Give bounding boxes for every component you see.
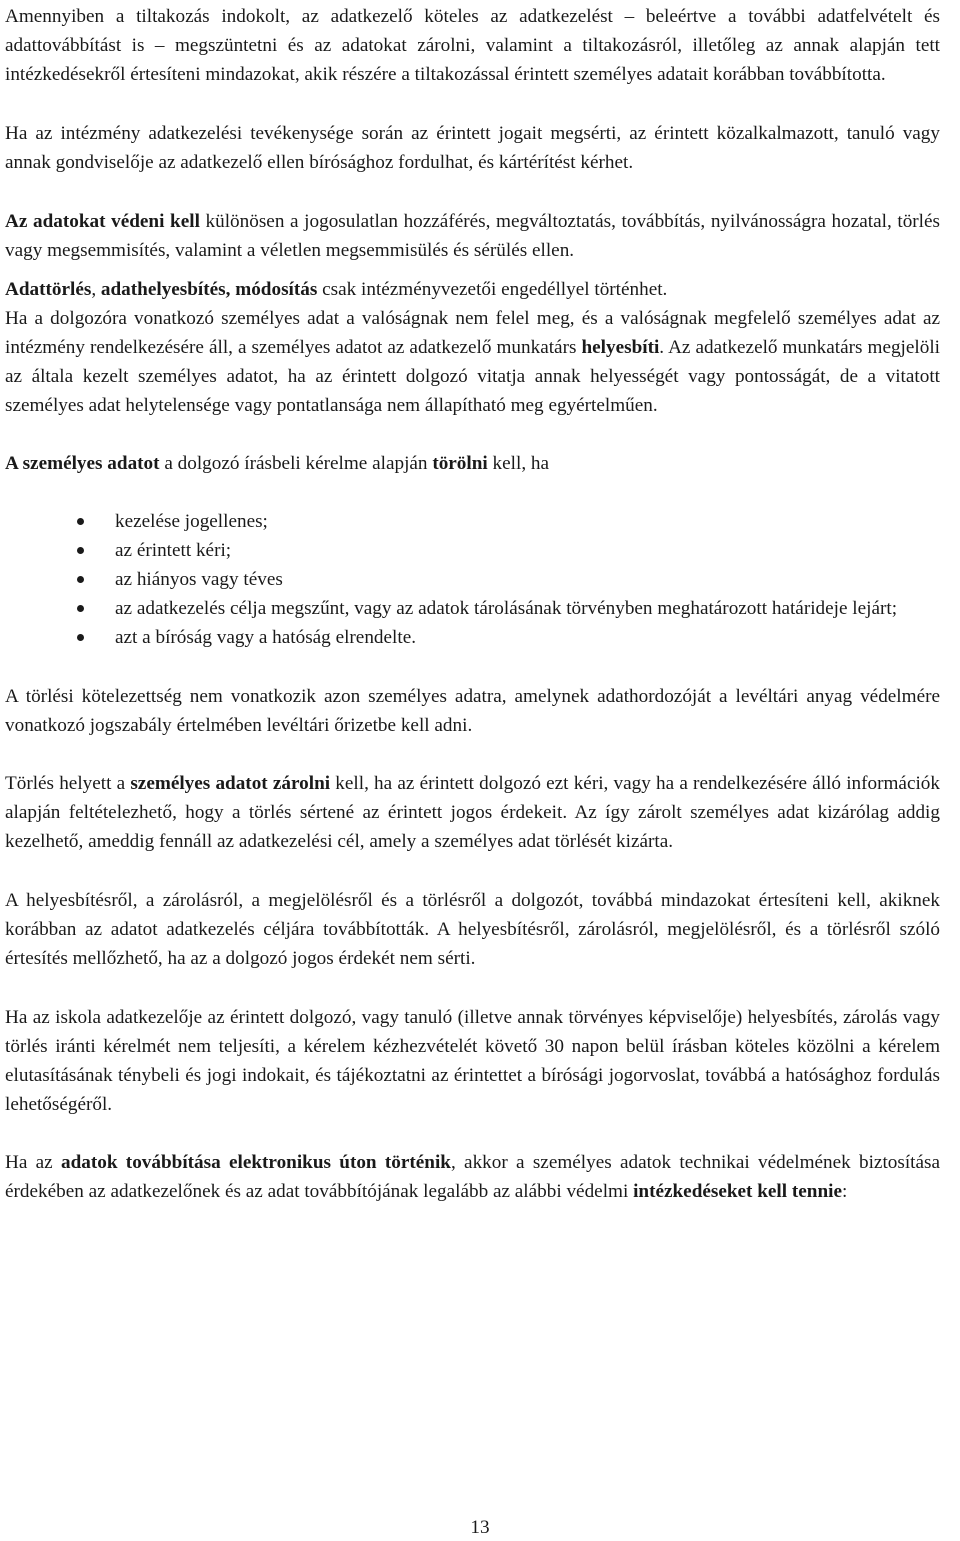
paragraph-tiltakozas: Amennyiben a tiltakozás indokolt, az adatkezelő köteles az adatkezelést – beleértve a további adatfelvételt és adattovábbítást is – megszüntetni és az adatokat zárolni, valamint a tiltakozásról, illetőleg az annak alapján tett intézkedésekről értesíteni mindazokat, akik részére a tiltakozással érintett személyes adatait korábban továbbította. <box>5 6 940 85</box>
paragraph-jogsertes: Ha az intézmény adatkezelési tevékenysége során az érintett jogait megsérti, az érintett közalkalmazott, tanuló vagy annak gondviselője az adatkezelő ellen bírósághoz fordulhat, és kártérítést kérhet. <box>5 123 940 173</box>
paragraph-torles-feltetel <box>5 449 940 478</box>
list-item <box>5 594 940 623</box>
bullet-icon <box>77 518 84 525</box>
list-item <box>5 507 940 536</box>
paragraph-kerelem-elutasitas: Ha az iskola adatkezelője az érintett dolgozó, vagy tanuló (illetve annak törvényes képviselője) helyesbítés, zárolás vagy törlés iránti kérelmét nem teljesíti, a kérelem kézhezvételét követő 30 napon belül írásban köteles közölni a kérelem elutasításának ténybeli és jogi indokait, és tájékoztatni az érintettet a bírósági jogorvoslat, továbbá a hatósághoz fordulás lehetőségéről. <box>5 1007 940 1115</box>
list-item-text: kezelése jogellenes; <box>115 511 268 532</box>
text-span: csak intézményvezetői engedéllyel történhet. <box>317 279 668 300</box>
paragraph-ertesites: A helyesbítésről, a zárolásról, a megjelölésről és a törlésről a dolgozót, továbbá mindazokat értesíteni kell, akiknek korábban az adatot adatkezelés céljára továbbították. A helyesbítésről, zárolásról, megjelölésről, és a törlésről szóló értesítés mellőzhető, ha az a dolgozó jogos érdekét nem sérti. <box>5 890 940 969</box>
page-number: 13 <box>470 1517 490 1538</box>
text-span: kell, ha az érintett dolgozó ezt kéri, vagy ha a rendelkezésére álló információk alapján feltételezhető, hogy a törlés sértené az érintett jogos érdekeit. Az így zárolt személyes adat kizárólag addig kezelhető, ameddig fennáll az adatkezelési cél, amely a személyes adat törlését kizárta. <box>5 773 940 852</box>
text-span: kell, ha <box>487 453 550 474</box>
list-item <box>5 536 940 565</box>
bold-text: személyes adatot zárolni <box>130 773 331 794</box>
bold-text: helyesbíti <box>581 337 660 358</box>
list-item-text: az érintett kéri; <box>115 540 232 561</box>
text-span: , akkor a személyes adatok technikai védelmének biztosítása érdekében az adatkezelőnek és az adat továbbítójának legalább az alábbi védelmi <box>5 1152 941 1202</box>
bold-text: adatok továbbítása elektronikus úton történik <box>61 1152 451 1173</box>
paragraph-adatvedelem <box>5 207 940 265</box>
text-span: a dolgozó írásbeli kérelme alapján <box>159 453 433 474</box>
bold-text: Adattörlés <box>5 279 92 300</box>
list-item <box>5 623 940 652</box>
paragraph-elektronikus-tovabbitas <box>5 1148 940 1206</box>
list-item-text: az adatkezelés célja megszűnt, vagy az adatok tárolásának törvényben meghatározott határideje lejárt; <box>115 598 898 619</box>
text-span: : <box>841 1181 848 1202</box>
text-span: Ha az <box>5 1152 61 1173</box>
bullet-icon <box>77 576 84 583</box>
text-span: Törlés helyett a <box>5 773 131 794</box>
text-span: Ha a dolgozóra vonatkozó személyes adat a valóságnak nem felel meg, és a valóságnak megfelelő személyes adat az intézmény rendelkezésére áll, a személyes adatot az adatkezelő munkatárs <box>5 308 940 358</box>
paragraph-adattorles <box>5 275 940 304</box>
text-span: , <box>91 279 101 300</box>
bold-text: adathelyesbítés, módosítás <box>100 279 318 300</box>
paragraph-torlesi-kotelezettseg: A törlési kötelezettség nem vonatkozik azon személyes adatra, amelynek adathordozóját a levéltári anyag védelmére vonatkozó jogszabály értelmében levéltári őrizetbe kell adni. <box>5 686 940 736</box>
list-item <box>5 565 940 594</box>
bullet-icon <box>77 547 84 554</box>
document-page <box>5 0 940 1206</box>
text-span: különösen a jogosulatlan hozzáférés, megváltoztatás, továbbítás, nyilvánosságra hozatal, törlés vagy megsemmisítés, valamint a véletlen megsemmisülés és sérülés ellen. <box>5 211 940 261</box>
bold-text: Az adatokat védeni kell <box>5 211 200 232</box>
list-item-text: az hiányos vagy téves <box>115 569 283 590</box>
text-span: . Az adatkezelő munkatárs megjelöli az általa kezelt személyes adatot, ha az érintett dolgozó vitatja annak helyességét vagy pontosságát, de a vitatott személyes adat helytelensége vagy pontatlansága nem állapítható meg egyértelműen. <box>5 337 940 416</box>
bold-text: intézkedéseket kell tennie <box>633 1181 842 1202</box>
paragraph-helyesbites <box>5 304 940 420</box>
list-item-text: azt a bíróság vagy a hatóság elrendelte. <box>115 627 417 648</box>
torles-feltetelek-list <box>5 507 940 652</box>
bold-text: törölni <box>432 453 488 474</box>
bullet-icon <box>77 605 84 612</box>
paragraph-zarolas <box>5 769 940 856</box>
bullet-icon <box>77 634 84 641</box>
bold-text: A személyes adatot <box>5 453 160 474</box>
